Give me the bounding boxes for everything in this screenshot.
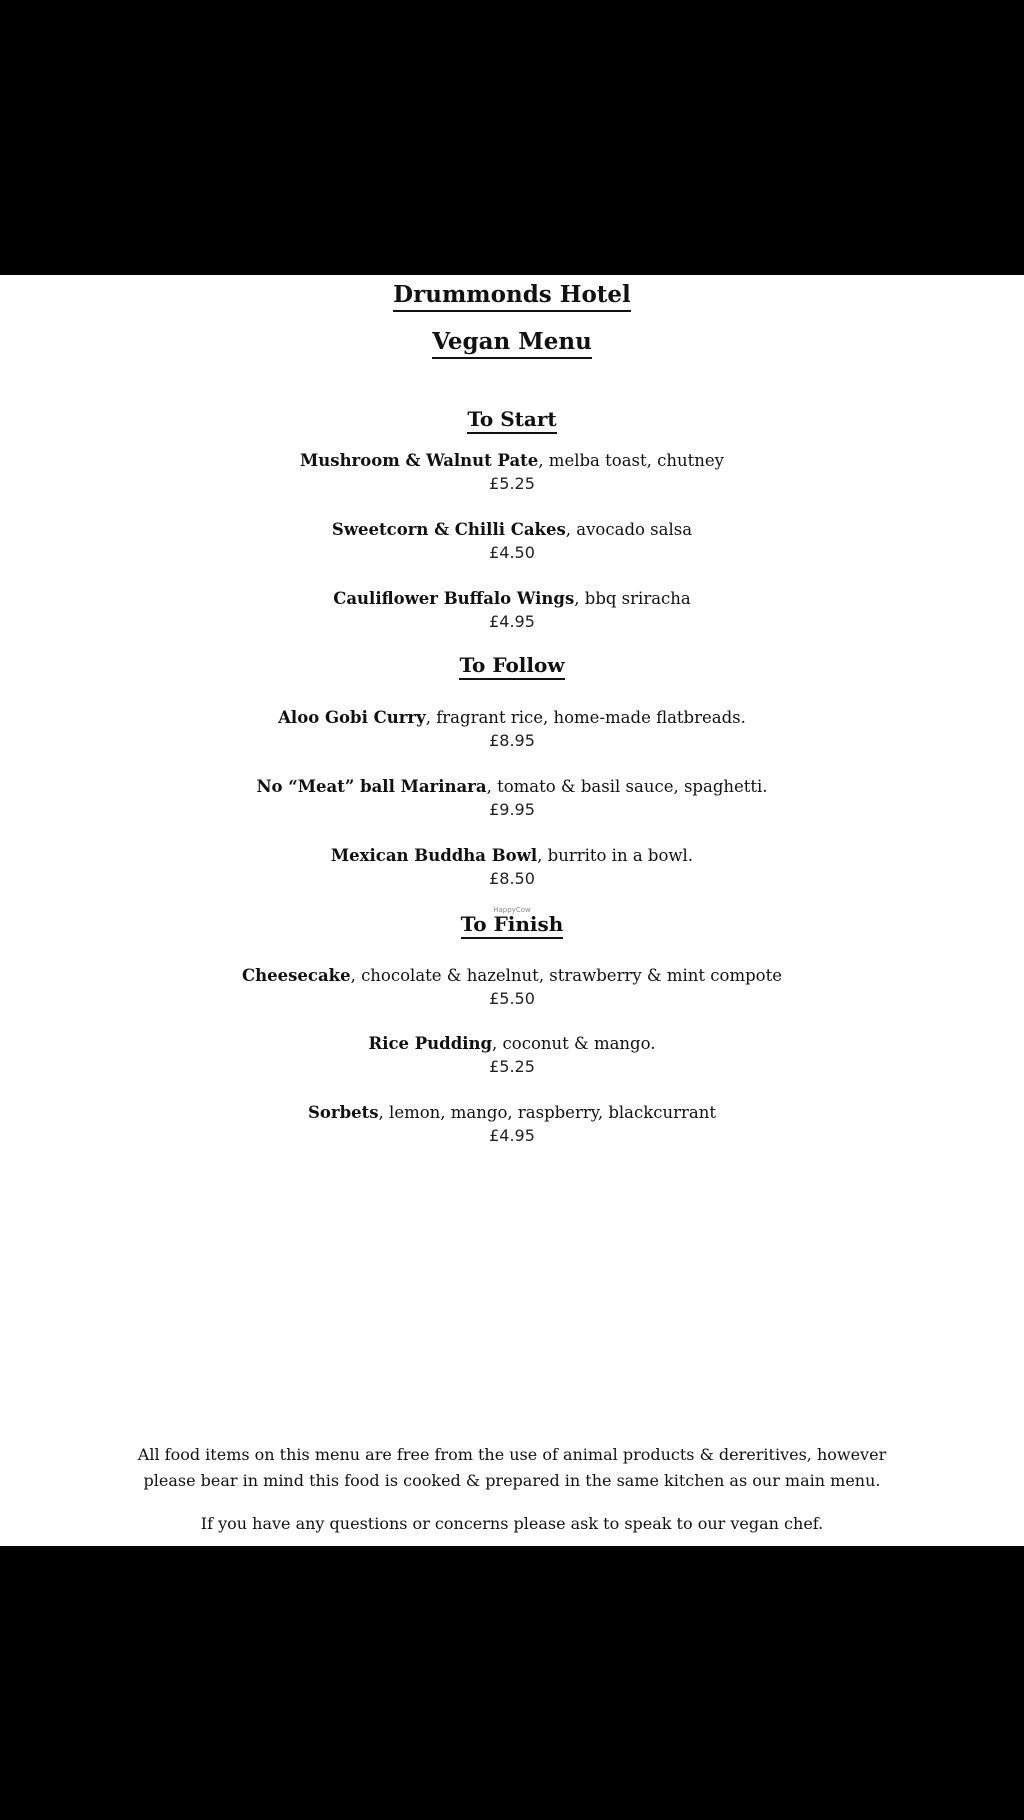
item-name: Rice Pudding bbox=[368, 1034, 493, 1053]
menu-item bbox=[0, 449, 1024, 495]
item-price: £8.50 bbox=[489, 869, 535, 888]
item-description: , tomato & basil sauce, spaghetti. bbox=[486, 777, 768, 796]
item-price: £4.95 bbox=[489, 1126, 535, 1145]
item-name: Sweetcorn & Chilli Cakes bbox=[331, 520, 566, 539]
happycow-watermark: HappyCow bbox=[493, 906, 531, 914]
menu-item bbox=[0, 775, 1024, 821]
menu-page bbox=[0, 275, 1024, 1546]
item-description: , avocado salsa bbox=[565, 520, 693, 539]
hotel-name: Drummonds Hotel bbox=[0, 281, 1024, 312]
item-description: , coconut & mango. bbox=[492, 1034, 656, 1053]
menu-item bbox=[0, 1101, 1024, 1147]
item-price: £5.50 bbox=[489, 989, 535, 1008]
item-price: £5.25 bbox=[489, 1057, 535, 1076]
item-price: £4.50 bbox=[489, 543, 535, 562]
allergen-note: All food items on this menu are free from the use of animal products & dereritives, however please bear in mind this food is cooked & prepared in the same kitchen as our main menu. bbox=[137, 1445, 887, 1490]
item-price: £8.95 bbox=[489, 731, 535, 750]
item-description: , lemon, mango, raspberry, blackcurrant bbox=[378, 1103, 716, 1122]
vegan-chef-note: If you have any questions or concerns please ask to speak to our vegan chef. bbox=[200, 1514, 824, 1533]
menu-item bbox=[0, 587, 1024, 633]
item-name: Aloo Gobi Curry bbox=[278, 708, 426, 727]
menu-item bbox=[0, 706, 1024, 752]
item-description: , burrito in a bowl. bbox=[537, 846, 694, 865]
menu-title: Vegan Menu bbox=[0, 328, 1024, 359]
item-name: Cauliflower Buffalo Wings bbox=[333, 589, 575, 608]
item-name: Mexican Buddha Bowl bbox=[330, 846, 538, 865]
item-description: , chocolate & hazelnut, strawberry & mint compote bbox=[350, 966, 782, 985]
menu-item bbox=[0, 1032, 1024, 1078]
menu-item bbox=[0, 964, 1024, 1010]
section-title-to-follow: To Follow bbox=[0, 653, 1024, 680]
item-price: £9.95 bbox=[489, 800, 535, 819]
menu-item bbox=[0, 844, 1024, 890]
item-description: , fragrant rice, home-made flatbreads. bbox=[425, 708, 746, 727]
section-title-to-start: To Start bbox=[0, 407, 1024, 434]
section-title-to-finish: To Finish bbox=[0, 912, 1024, 939]
item-description: , melba toast, chutney bbox=[538, 451, 724, 470]
menu-item bbox=[0, 518, 1024, 564]
item-name: No “Meat” ball Marinara bbox=[256, 777, 487, 796]
item-name: Sorbets bbox=[307, 1103, 379, 1122]
item-name: Mushroom & Walnut Pate bbox=[300, 451, 539, 470]
item-description: , bbq sriracha bbox=[574, 589, 691, 608]
item-name: Cheesecake bbox=[241, 966, 351, 985]
item-price: £4.95 bbox=[489, 612, 535, 631]
item-price: £5.25 bbox=[489, 474, 535, 493]
